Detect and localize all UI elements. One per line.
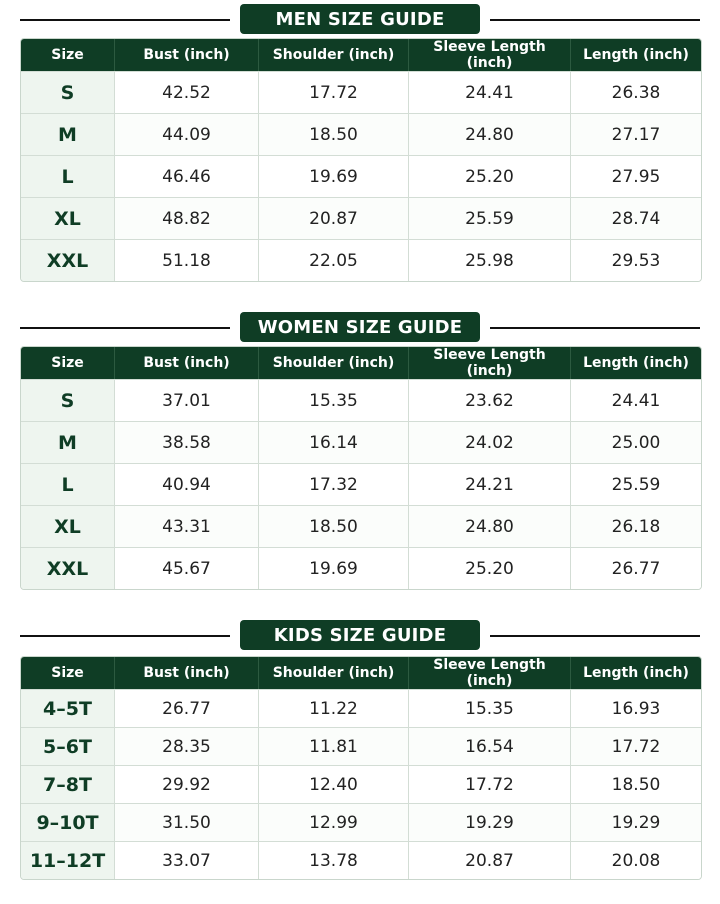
title-rule-right [490, 19, 700, 21]
shoulder-cell: 18.50 [259, 505, 409, 547]
bust-cell: 42.52 [115, 71, 259, 113]
bust-cell: 29.92 [115, 765, 259, 803]
bust-cell: 37.01 [115, 379, 259, 421]
table-header-row [21, 347, 701, 379]
women-section [0, 312, 720, 342]
length-cell: 20.08 [571, 841, 701, 879]
size-cell: 11–12T [21, 841, 115, 879]
column-header-shoulder: Shoulder (inch) [259, 657, 409, 689]
title-rule-left [20, 635, 230, 637]
shoulder-cell: 19.69 [259, 547, 409, 589]
title-rule-left [20, 19, 230, 21]
table-row [21, 155, 701, 197]
size-cell: L [21, 155, 115, 197]
table-row [21, 727, 701, 765]
table-header-row [21, 39, 701, 71]
size-cell: XXL [21, 547, 115, 589]
shoulder-cell: 13.78 [259, 841, 409, 879]
size-cell: 4–5T [21, 689, 115, 727]
table-row [21, 765, 701, 803]
sleeve-cell: 19.29 [409, 803, 571, 841]
sleeve-cell: 24.02 [409, 421, 571, 463]
bust-cell: 40.94 [115, 463, 259, 505]
size-cell: XL [21, 197, 115, 239]
shoulder-cell: 20.87 [259, 197, 409, 239]
title-rule-left [20, 327, 230, 329]
column-header-size: Size [21, 39, 115, 71]
column-header-size: Size [21, 657, 115, 689]
size-cell: L [21, 463, 115, 505]
length-cell: 26.18 [571, 505, 701, 547]
column-header-length: Length (inch) [571, 347, 701, 379]
table-row [21, 239, 701, 281]
shoulder-cell: 17.32 [259, 463, 409, 505]
kids-size-table [20, 656, 702, 880]
sleeve-cell: 15.35 [409, 689, 571, 727]
table-row [21, 689, 701, 727]
men-title-row [0, 4, 720, 34]
sleeve-cell: 25.59 [409, 197, 571, 239]
column-header-length: Length (inch) [571, 39, 701, 71]
length-cell: 19.29 [571, 803, 701, 841]
sleeve-cell: 25.98 [409, 239, 571, 281]
shoulder-cell: 15.35 [259, 379, 409, 421]
shoulder-cell: 22.05 [259, 239, 409, 281]
shoulder-cell: 18.50 [259, 113, 409, 155]
table-row [21, 71, 701, 113]
shoulder-cell: 12.40 [259, 765, 409, 803]
women-section-title: WOMEN SIZE GUIDE [240, 312, 480, 342]
length-cell: 25.00 [571, 421, 701, 463]
sleeve-cell: 25.20 [409, 155, 571, 197]
men-section-title: MEN SIZE GUIDE [240, 4, 480, 34]
title-rule-right [490, 635, 700, 637]
men-section [0, 4, 720, 34]
length-cell: 24.41 [571, 379, 701, 421]
bust-cell: 46.46 [115, 155, 259, 197]
bust-cell: 44.09 [115, 113, 259, 155]
shoulder-cell: 19.69 [259, 155, 409, 197]
women-size-table [20, 346, 702, 590]
column-header-size: Size [21, 347, 115, 379]
table-row [21, 547, 701, 589]
bust-cell: 26.77 [115, 689, 259, 727]
bust-cell: 45.67 [115, 547, 259, 589]
length-cell: 27.95 [571, 155, 701, 197]
sleeve-cell: 23.62 [409, 379, 571, 421]
column-header-bust: Bust (inch) [115, 39, 259, 71]
length-cell: 26.77 [571, 547, 701, 589]
column-header-shoulder: Shoulder (inch) [259, 347, 409, 379]
size-cell: 9–10T [21, 803, 115, 841]
shoulder-cell: 16.14 [259, 421, 409, 463]
sleeve-cell: 20.87 [409, 841, 571, 879]
sleeve-cell: 16.54 [409, 727, 571, 765]
bust-cell: 31.50 [115, 803, 259, 841]
length-cell: 16.93 [571, 689, 701, 727]
table-row [21, 421, 701, 463]
sleeve-cell: 24.41 [409, 71, 571, 113]
shoulder-cell: 11.22 [259, 689, 409, 727]
table-row [21, 803, 701, 841]
men-size-table [20, 38, 702, 282]
column-header-length: Length (inch) [571, 657, 701, 689]
bust-cell: 48.82 [115, 197, 259, 239]
length-cell: 28.74 [571, 197, 701, 239]
length-cell: 17.72 [571, 727, 701, 765]
size-cell: M [21, 113, 115, 155]
shoulder-cell: 17.72 [259, 71, 409, 113]
table-row [21, 463, 701, 505]
sleeve-cell: 24.21 [409, 463, 571, 505]
size-cell: XXL [21, 239, 115, 281]
size-cell: 5–6T [21, 727, 115, 765]
length-cell: 27.17 [571, 113, 701, 155]
size-cell: S [21, 379, 115, 421]
table-row [21, 197, 701, 239]
bust-cell: 43.31 [115, 505, 259, 547]
bust-cell: 51.18 [115, 239, 259, 281]
sleeve-cell: 25.20 [409, 547, 571, 589]
kids-section-title: KIDS SIZE GUIDE [240, 620, 480, 650]
column-header-bust: Bust (inch) [115, 347, 259, 379]
sleeve-cell: 24.80 [409, 113, 571, 155]
shoulder-cell: 11.81 [259, 727, 409, 765]
shoulder-cell: 12.99 [259, 803, 409, 841]
size-cell: 7–8T [21, 765, 115, 803]
column-header-sleeve: Sleeve Length (inch) [409, 39, 571, 71]
women-title-row [0, 312, 720, 342]
kids-section [0, 620, 720, 650]
length-cell: 25.59 [571, 463, 701, 505]
bust-cell: 28.35 [115, 727, 259, 765]
size-cell: XL [21, 505, 115, 547]
table-row [21, 505, 701, 547]
column-header-bust: Bust (inch) [115, 657, 259, 689]
size-cell: S [21, 71, 115, 113]
column-header-sleeve: Sleeve Length (inch) [409, 347, 571, 379]
table-row [21, 841, 701, 879]
table-header-row [21, 657, 701, 689]
kids-title-row [0, 620, 720, 650]
bust-cell: 33.07 [115, 841, 259, 879]
length-cell: 29.53 [571, 239, 701, 281]
sleeve-cell: 17.72 [409, 765, 571, 803]
length-cell: 18.50 [571, 765, 701, 803]
title-rule-right [490, 327, 700, 329]
table-row [21, 379, 701, 421]
table-row [21, 113, 701, 155]
bust-cell: 38.58 [115, 421, 259, 463]
sleeve-cell: 24.80 [409, 505, 571, 547]
length-cell: 26.38 [571, 71, 701, 113]
column-header-shoulder: Shoulder (inch) [259, 39, 409, 71]
column-header-sleeve: Sleeve Length (inch) [409, 657, 571, 689]
size-cell: M [21, 421, 115, 463]
